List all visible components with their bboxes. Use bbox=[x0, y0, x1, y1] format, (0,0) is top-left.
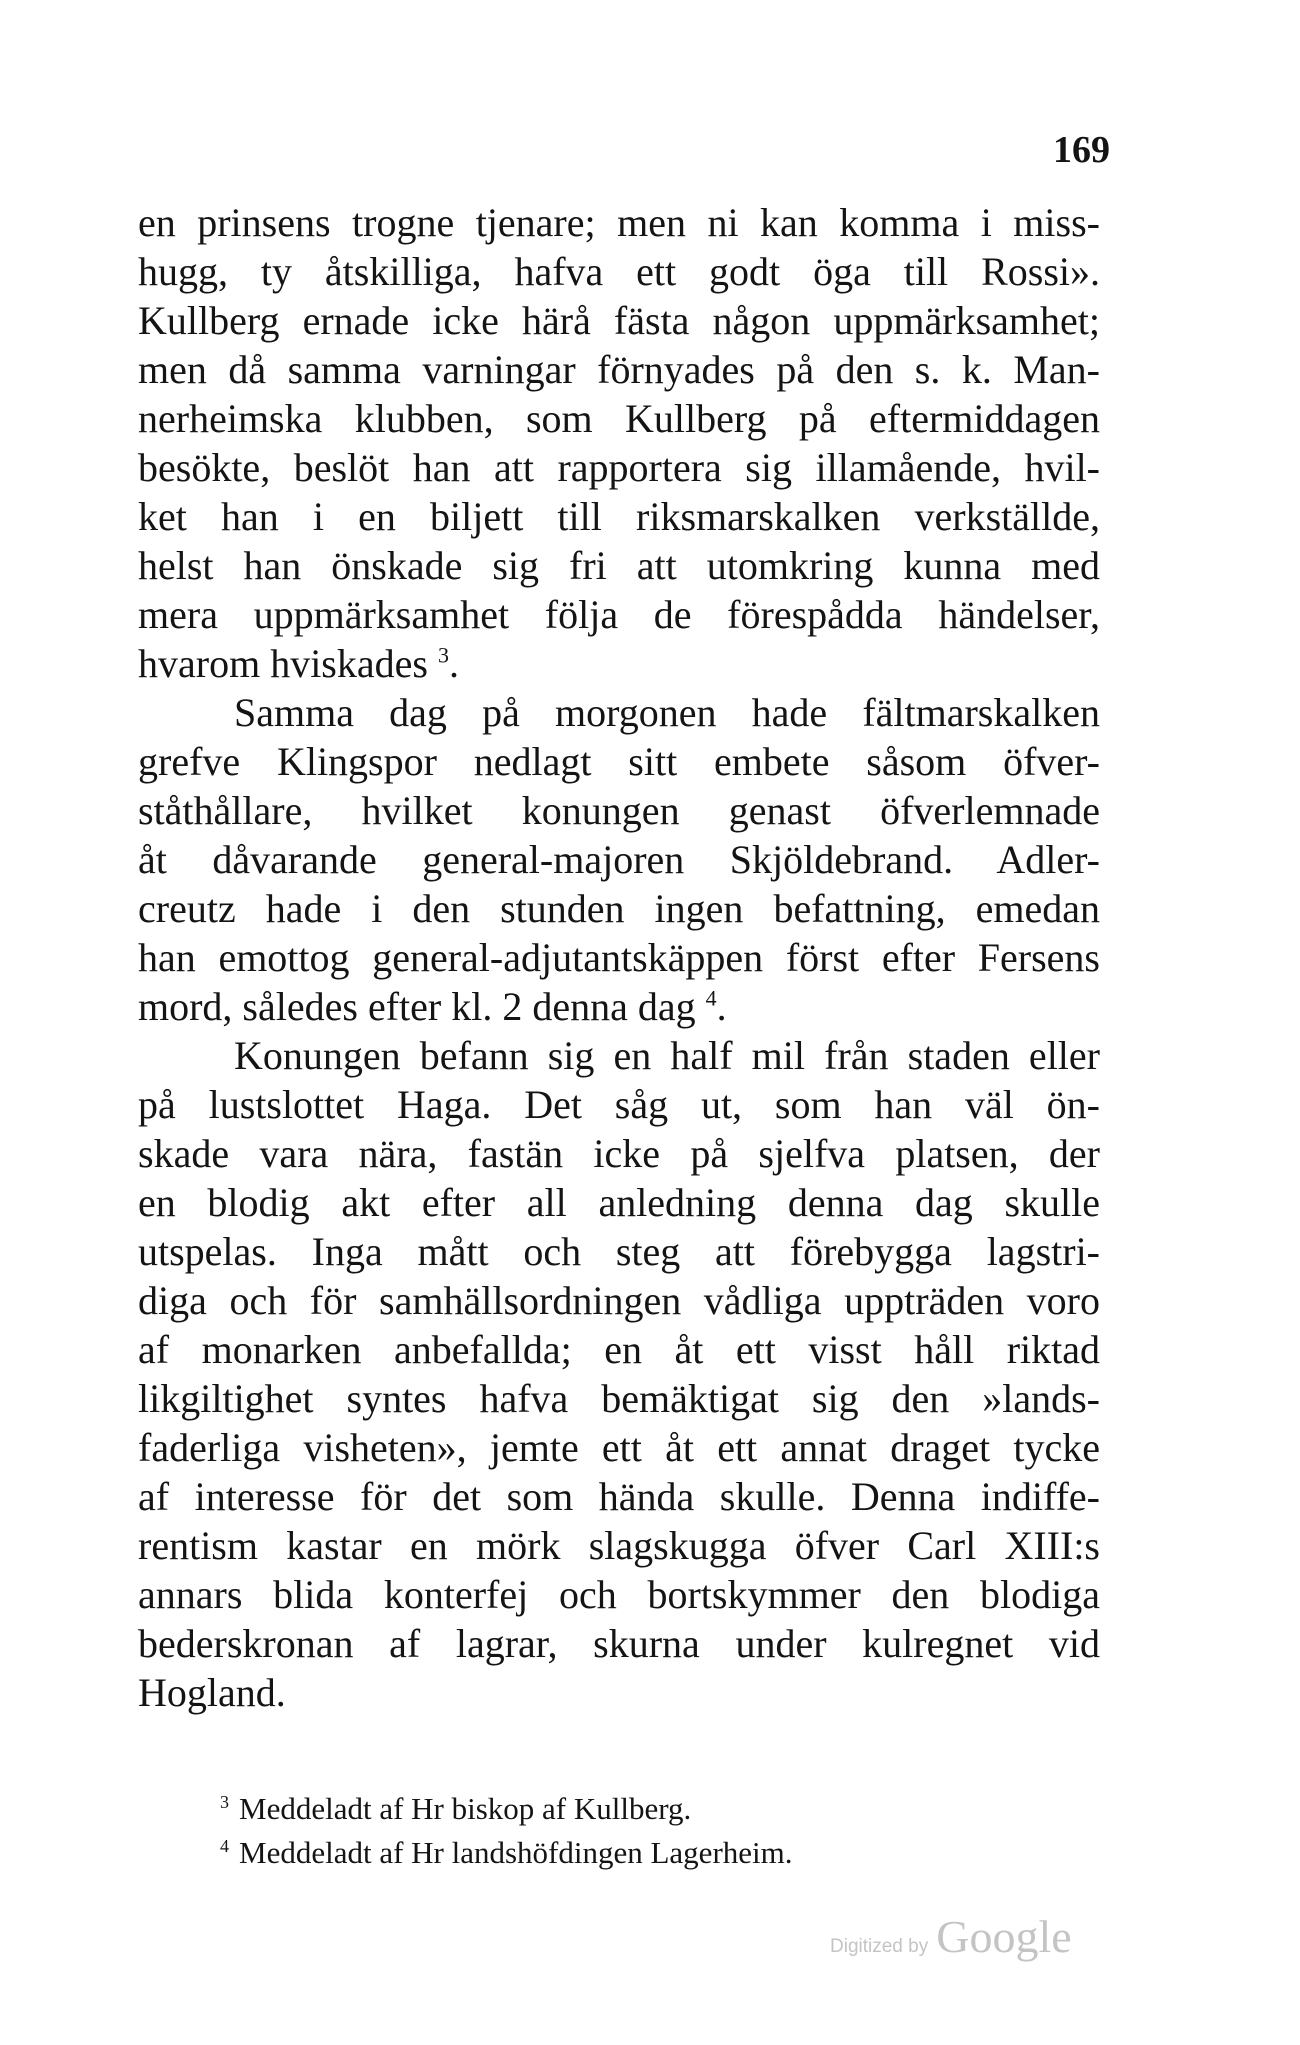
paragraph-start-line: Konungen befann sig en half mil från staden eller bbox=[234, 1033, 1100, 1078]
footnote-text: Meddeladt af Hr landshöfdingen Lagerheim. bbox=[239, 1835, 793, 1870]
page-number: 169 bbox=[1053, 129, 1110, 171]
text-line: mord, således efter kl. 2 denna dag bbox=[138, 984, 696, 1029]
text-line: ståthållare, hvilket konungen genast öfverlemnade bbox=[138, 788, 1100, 833]
body-text bbox=[138, 198, 1100, 1717]
footnote-text: Meddeladt af Hr biskop af Kullberg. bbox=[239, 1791, 692, 1826]
reference-punctuation: . bbox=[716, 984, 727, 1029]
footnote-mark: 3 bbox=[220, 1791, 229, 1812]
footnote-mark: 4 bbox=[220, 1835, 229, 1856]
text-line: af interesse för det som hända skulle. Denna indiffe- bbox=[138, 1474, 1100, 1519]
google-logo: Google bbox=[936, 1911, 1072, 1962]
text-line: faderliga visheten», jemte ett åt ett annat draget tycke bbox=[138, 1425, 1100, 1470]
text-line: helst han önskade sig fri att utomkring kunna med bbox=[138, 543, 1100, 588]
text-line: men då samma varningar förnyades på den s. k. Man- bbox=[138, 347, 1100, 392]
text-line: hugg, ty åtskilliga, hafva ett godt öga till Rossi». bbox=[138, 249, 1100, 294]
text-line: Kullberg ernade icke härå fästa någon uppmärksamhet; bbox=[138, 298, 1100, 343]
footnote-4 bbox=[220, 1831, 1020, 1875]
footnotes bbox=[220, 1787, 1020, 1875]
text-line: grefve Klingspor nedlagt sitt embete såsom öfver- bbox=[138, 739, 1100, 784]
text-line: bederskronan af lagrar, skurna under kulregnet vid bbox=[138, 1621, 1100, 1666]
text-line: hvarom hviskades bbox=[138, 641, 428, 686]
text-line: ket han i en biljett till riksmarskalken verkställde, bbox=[138, 494, 1100, 539]
watermark-prefix: Digitized by bbox=[830, 1936, 929, 1957]
text-line: han emottog general-adjutantskäppen först efter Fersens bbox=[138, 935, 1100, 980]
footnote-reference-4: 4 bbox=[705, 985, 717, 1011]
text-line: en prinsens trogne tjenare; men ni kan komma i miss- bbox=[138, 200, 1100, 245]
text-line: annars blida konterfej och bortskymmer den blodiga bbox=[138, 1572, 1100, 1617]
digitized-watermark bbox=[830, 1910, 1110, 1960]
text-line: likgiltighet syntes hafva bemäktigat sig den »lands- bbox=[138, 1376, 1100, 1421]
text-line: åt dåvarande general-majoren Skjöldebrand. Adler- bbox=[138, 837, 1100, 882]
text-line: en blodig akt efter all anledning denna dag skulle bbox=[138, 1180, 1100, 1225]
text-line: Hogland. bbox=[138, 1670, 286, 1715]
text-line: utspelas. Inga mått och steg att förebygga lagstri- bbox=[138, 1229, 1100, 1274]
text-line: skade vara nära, fastän icke på sjelfva platsen, der bbox=[138, 1131, 1100, 1176]
text-line: nerheimska klubben, som Kullberg på eftermiddagen bbox=[138, 396, 1100, 441]
text-line: mera uppmärksamhet följa de förespådda händelser, bbox=[138, 592, 1100, 637]
text-line: besökte, beslöt han att rapportera sig illamående, hvil- bbox=[138, 445, 1100, 490]
text-line: på lustslottet Haga. Det såg ut, som han väl ön- bbox=[138, 1082, 1100, 1127]
footnote-reference-3: 3 bbox=[437, 642, 449, 668]
text-line-with-reference bbox=[138, 639, 1100, 688]
text-line: creutz hade i den stunden ingen befattning, emedan bbox=[138, 886, 1100, 931]
text-line: rentism kastar en mörk slagskugga öfver Carl XIII:s bbox=[138, 1523, 1100, 1568]
reference-punctuation: . bbox=[448, 641, 459, 686]
paragraph-start-line: Samma dag på morgonen hade fältmarskalken bbox=[234, 690, 1100, 735]
text-line: diga och för samhällsordningen vådliga uppträden voro bbox=[138, 1278, 1100, 1323]
text-line-with-reference bbox=[138, 982, 1100, 1031]
footnote-3 bbox=[220, 1787, 1020, 1831]
text-line: af monarken anbefallda; en åt ett visst håll riktad bbox=[138, 1327, 1100, 1372]
